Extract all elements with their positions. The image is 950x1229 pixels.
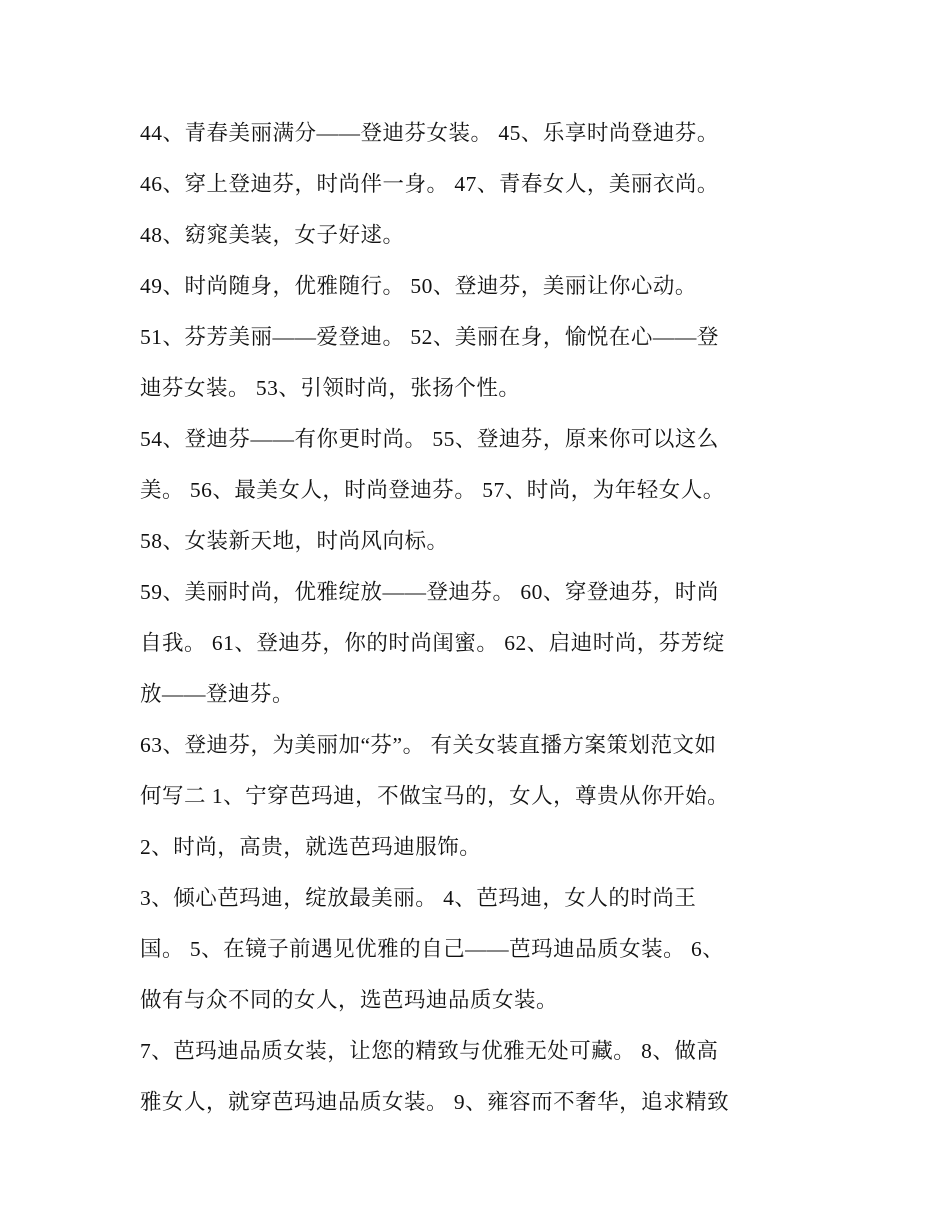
text-line: 做有与众不同的女人，选芭玛迪品质女装。 [140,988,559,1012]
text-line: 迪芬女装。 53、引领时尚，张扬个性。 [140,376,521,400]
text-line: 46、穿上登迪芬，时尚伴一身。 47、青春女人，美丽衣尚。 [140,172,719,196]
text-line: 48、窈窕美装，女子好逑。 [140,223,405,247]
document-body [140,108,820,1128]
text-line: 自我。 61、登迪芬，你的时尚闺蜜。 62、启迪时尚，芬芳绽 [140,631,725,655]
text-line: 44、青春美丽满分——登迪芬女装。 45、乐享时尚登迪芬。 [140,121,719,145]
text-line: 7、芭玛迪品质女装，让您的精致与优雅无处可藏。 8、做高 [140,1039,719,1063]
text-line: 2、时尚，高贵，就选芭玛迪服饰。 [140,835,482,859]
text-line: 何写二 1、宁穿芭玛迪，不做宝马的，女人，尊贵从你开始。 [140,784,730,808]
text-line: 雅女人，就穿芭玛迪品质女装。 9、雍容而不奢华，追求精致 [140,1090,730,1114]
text-line: 美。 56、最美女人，时尚登迪芬。 57、时尚，为年轻女人。 [140,478,725,502]
text-line: 54、登迪芬——有你更时尚。 55、登迪芬，原来你可以这么 [140,427,719,451]
text-line: 国。 5、在镜子前遇见优雅的自己——芭玛迪品质女装。 6、 [140,937,725,961]
text-line: 63、登迪芬，为美丽加“芬”。 有关女装直播方案策划范文如 [140,733,717,757]
text-line: 49、时尚随身，优雅随行。 50、登迪芬，美丽让你心动。 [140,274,697,298]
text-line: 51、芬芳美丽——爱登迪。 52、美丽在身，愉悦在心——登 [140,325,719,349]
text-line: 放——登迪芬。 [140,682,295,706]
text-line: 59、美丽时尚，优雅绽放——登迪芬。 60、穿登迪芬，时尚 [140,580,719,604]
text-line: 3、倾心芭玛迪，绽放最美丽。 4、芭玛迪，女人的时尚王 [140,886,697,910]
text-line: 58、女装新天地，时尚风向标。 [140,529,449,553]
